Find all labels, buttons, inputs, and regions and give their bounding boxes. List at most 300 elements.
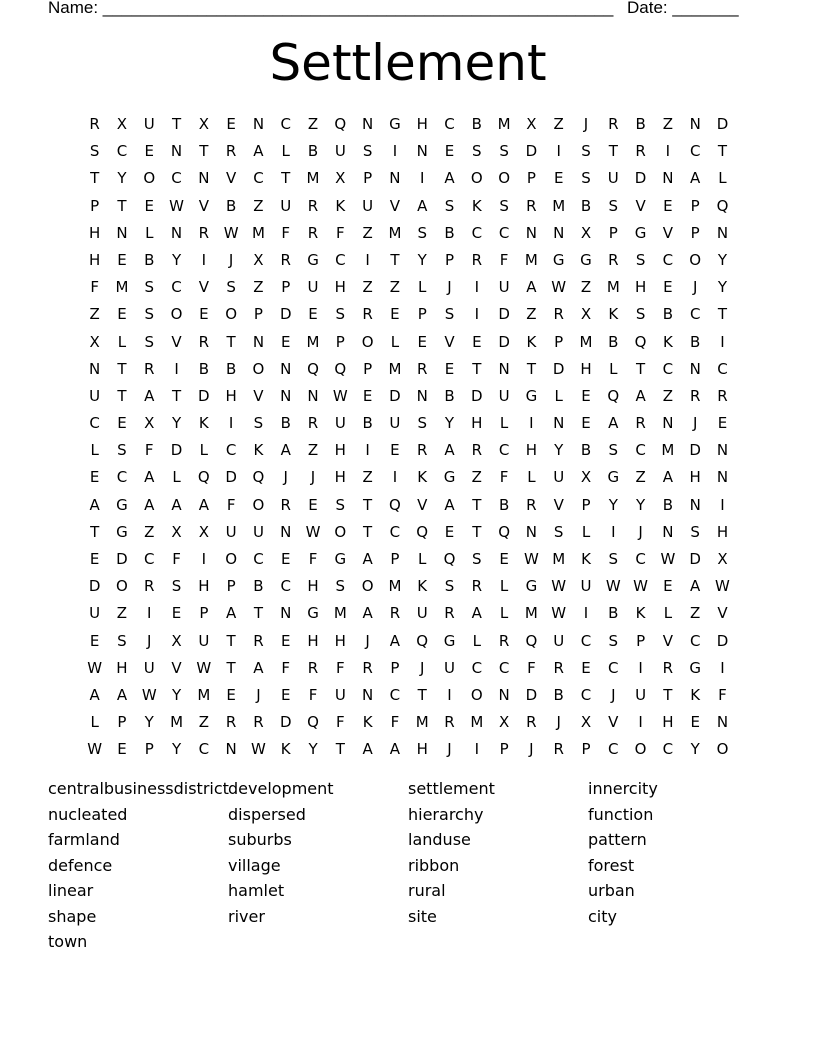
grid-letter: P <box>335 332 345 351</box>
grid-letter: D <box>525 142 538 161</box>
grid-letter: S <box>335 495 346 514</box>
grid-letter: Z <box>362 278 373 297</box>
grid-letter: A <box>444 441 455 460</box>
grid-letter: S <box>144 278 154 297</box>
grid-letter: F <box>336 223 345 242</box>
word-list-item: pattern <box>588 830 647 849</box>
grid-letter: F <box>226 495 236 514</box>
grid-letter: N <box>416 386 428 405</box>
grid-letter: M <box>388 223 402 242</box>
grid-letter: X <box>580 305 592 324</box>
grid-letter: S <box>417 223 427 242</box>
grid-letter: R <box>471 577 483 596</box>
grid-letter: E <box>280 685 291 704</box>
grid-letter: R <box>198 223 210 242</box>
grid-letter: Q <box>389 495 401 514</box>
grid-letter: N <box>116 223 128 242</box>
grid-letter: G <box>689 658 701 677</box>
grid-letter: E <box>499 550 509 568</box>
grid-letter: O <box>252 359 265 378</box>
grid-letter: E <box>199 305 209 324</box>
grid-letter: J <box>638 522 643 541</box>
grid-letter: X <box>198 115 209 133</box>
grid-letter: H <box>634 278 647 297</box>
name-field-label: Name: ______________________________________________________ <box>48 0 614 17</box>
grid-letter: S <box>499 196 509 215</box>
grid-letter: A <box>362 604 373 623</box>
grid-letter: E <box>171 604 182 623</box>
grid-letter: N <box>553 414 565 433</box>
grid-letter: Y <box>171 250 182 269</box>
grid-letter: O <box>634 740 647 759</box>
grid-letter: R <box>416 441 428 460</box>
grid-letter: S <box>608 196 619 215</box>
grid-letter: I <box>365 441 370 460</box>
grid-letter: O <box>225 550 238 568</box>
grid-letter: C <box>389 522 401 541</box>
word-list-item: linear <box>48 881 94 900</box>
grid-letter: G <box>307 250 319 269</box>
grid-letter: N <box>416 142 428 161</box>
grid-letter: X <box>198 522 209 541</box>
grid-letter: O <box>252 495 265 514</box>
grid-letter: B <box>444 223 455 242</box>
grid-letter: B <box>608 332 619 351</box>
grid-letter: T <box>117 386 127 405</box>
grid-letter: I <box>611 522 616 541</box>
grid-letter: I <box>720 658 725 677</box>
grid-letter: P <box>690 196 700 215</box>
grid-letter: C <box>225 441 237 460</box>
grid-letter: N <box>252 115 265 133</box>
grid-letter: W <box>660 550 676 568</box>
grid-letter: W <box>551 577 567 596</box>
grid-letter: T <box>717 142 728 161</box>
grid-letter: B <box>662 305 674 324</box>
grid-letter: U <box>307 278 319 297</box>
grid-letter: R <box>307 658 319 677</box>
grid-letter: K <box>280 740 291 759</box>
grid-letter: J <box>692 278 698 297</box>
grid-letter: E <box>144 196 154 215</box>
grid-letter: D <box>88 577 101 596</box>
grid-letter: Q <box>716 196 729 215</box>
grid-letter: C <box>662 359 674 378</box>
grid-letter: I <box>447 685 452 704</box>
grid-letter: T <box>199 142 209 161</box>
grid-letter: E <box>226 685 236 704</box>
grid-letter: B <box>225 359 237 378</box>
grid-letter: U <box>334 142 346 161</box>
grid-letter: U <box>89 604 101 623</box>
grid-letter: S <box>444 196 455 215</box>
word-list-item: function <box>588 804 654 824</box>
grid-letter: L <box>554 386 563 405</box>
grid-letter: F <box>144 441 154 460</box>
grid-letter: T <box>117 196 127 215</box>
grid-letter: H <box>416 115 428 133</box>
grid-letter: R <box>144 577 155 596</box>
grid-letter: N <box>716 468 729 487</box>
grid-letter: I <box>720 332 725 351</box>
grid-letter: A <box>144 468 155 487</box>
grid-letter: M <box>524 250 538 269</box>
grid-letter: A <box>417 196 428 215</box>
grid-letter: S <box>444 305 455 324</box>
grid-letter: R <box>225 142 237 161</box>
grid-letter: T <box>417 685 427 704</box>
grid-letter: D <box>689 441 701 460</box>
grid-letter: C <box>171 278 182 297</box>
grid-letter: R <box>608 250 619 269</box>
grid-letter: S <box>690 522 700 541</box>
grid-letter: Z <box>307 441 319 460</box>
grid-letter: A <box>635 386 646 405</box>
grid-letter: Z <box>471 468 482 487</box>
grid-letter: G <box>389 115 401 133</box>
word-list-item: suburbs <box>228 830 292 849</box>
grid-letter: P <box>226 577 236 596</box>
grid-letter: U <box>553 468 565 487</box>
grid-letter: N <box>362 115 374 133</box>
grid-letter: N <box>689 115 701 133</box>
grid-letter: F <box>308 685 318 704</box>
grid-letter: R <box>225 713 237 732</box>
grid-letter: M <box>306 332 320 351</box>
grid-letter: E <box>308 305 318 324</box>
grid-letter: I <box>201 550 207 568</box>
grid-letter: L <box>90 713 99 732</box>
grid-letter: M <box>197 685 211 704</box>
grid-letter: A <box>171 495 182 514</box>
grid-letter: S <box>608 550 619 568</box>
grid-letter: E <box>117 250 127 269</box>
grid-letter: D <box>116 550 128 568</box>
grid-letter: C <box>89 414 100 433</box>
date-field-label: Date: _______ <box>627 0 739 17</box>
word-list <box>48 778 768 957</box>
letter-grid <box>81 113 736 766</box>
grid-letter: Z <box>198 713 209 732</box>
grid-letter: M <box>388 359 402 378</box>
grid-letter: L <box>609 359 618 378</box>
grid-letter: J <box>147 631 152 650</box>
grid-letter: V <box>171 332 182 351</box>
grid-letter: W <box>605 577 621 596</box>
grid-letter: J <box>419 658 425 677</box>
grid-letter: D <box>634 169 647 188</box>
grid-letter: E <box>117 414 127 433</box>
word-list-item: rural <box>408 881 446 900</box>
grid-letter: R <box>662 658 674 677</box>
grid-letter: W <box>551 278 567 297</box>
grid-letter: O <box>225 305 238 324</box>
word-list-item: city <box>588 906 617 926</box>
grid-letter: N <box>716 713 729 732</box>
grid-letter: A <box>662 468 674 487</box>
grid-letter: U <box>334 685 346 704</box>
grid-letter: U <box>553 631 565 650</box>
grid-letter: S <box>635 305 646 324</box>
grid-letter: S <box>253 414 264 433</box>
grid-letter: D <box>498 332 510 351</box>
grid-letter: U <box>498 278 510 297</box>
grid-letter: D <box>552 359 565 378</box>
grid-letter: C <box>608 740 619 759</box>
grid-letter: W <box>87 740 103 759</box>
grid-letter: Q <box>334 359 347 378</box>
grid-letter: B <box>662 495 674 514</box>
word-list-item: forest <box>588 855 635 875</box>
grid-letter: G <box>580 250 592 269</box>
grid-letter: B <box>362 414 373 433</box>
grid-letter: S <box>417 414 427 433</box>
grid-letter: A <box>389 631 401 650</box>
grid-letter: O <box>470 685 483 704</box>
grid-letter: E <box>280 631 291 650</box>
grid-letter: R <box>608 115 619 133</box>
grid-letter: A <box>89 495 100 514</box>
grid-letter: S <box>472 550 482 568</box>
word-list-item: urban <box>588 881 635 900</box>
grid-letter: N <box>198 169 210 188</box>
grid-letter: P <box>526 169 536 188</box>
grid-letter: R <box>635 142 646 161</box>
grid-letter: S <box>499 142 509 161</box>
grid-letter: J <box>283 468 288 487</box>
grid-letter: J <box>447 740 452 759</box>
grid-letter: X <box>171 631 182 650</box>
grid-letter: F <box>499 250 509 269</box>
grid-letter: X <box>580 223 592 242</box>
grid-letter: C <box>635 441 646 460</box>
grid-letter: P <box>581 740 591 759</box>
page-title: Settlement <box>269 34 547 92</box>
grid-letter: J <box>529 740 534 759</box>
grid-letter: Y <box>417 250 427 269</box>
grid-letter: I <box>474 740 480 759</box>
grid-letter: Y <box>608 495 618 514</box>
grid-letter: H <box>471 414 483 433</box>
grid-letter: Z <box>690 604 701 623</box>
grid-letter: Q <box>443 550 456 568</box>
word-list-item: site <box>408 906 437 926</box>
grid-letter: B <box>498 495 510 514</box>
grid-letter: H <box>334 278 346 297</box>
word-list-item: nucleated <box>48 804 128 824</box>
grid-letter: P <box>444 250 455 269</box>
grid-letter: R <box>526 196 537 215</box>
grid-letter: D <box>716 115 729 133</box>
grid-letter: V <box>444 332 455 351</box>
grid-letter: F <box>281 658 291 677</box>
grid-letter: U <box>389 414 401 433</box>
grid-letter: M <box>251 223 265 242</box>
grid-letter: A <box>389 740 401 759</box>
grid-letter: M <box>552 196 566 215</box>
grid-letter: F <box>527 658 536 677</box>
grid-letter: K <box>417 577 428 596</box>
grid-letter: L <box>527 468 536 487</box>
grid-letter: D <box>389 386 401 405</box>
grid-letter: O <box>498 169 510 188</box>
grid-letter: L <box>281 142 290 161</box>
grid-letter: N <box>689 359 701 378</box>
grid-letter: W <box>223 223 239 242</box>
grid-letter: B <box>280 414 291 433</box>
grid-letter: G <box>525 577 538 596</box>
grid-letter: H <box>198 577 210 596</box>
grid-letter: I <box>228 414 234 433</box>
grid-letter: R <box>389 604 401 623</box>
grid-letter: R <box>498 631 510 650</box>
grid-letter: O <box>116 577 128 596</box>
grid-letter: S <box>444 577 455 596</box>
grid-letter: E <box>308 495 318 514</box>
grid-letter: T <box>171 115 182 133</box>
grid-letter: V <box>608 713 619 732</box>
grid-letter: I <box>174 359 179 378</box>
grid-letter: G <box>525 386 538 405</box>
grid-letter: Y <box>717 250 728 269</box>
grid-letter: L <box>499 604 509 623</box>
grid-letter: J <box>583 115 589 133</box>
grid-letter: C <box>444 115 455 133</box>
grid-letter: M <box>470 713 484 732</box>
grid-letter: C <box>389 685 401 704</box>
grid-letter: T <box>281 169 291 188</box>
grid-letter: M <box>661 441 675 460</box>
grid-letter: R <box>471 250 483 269</box>
grid-letter: N <box>689 495 701 514</box>
grid-letter: M <box>333 604 347 623</box>
grid-letter: S <box>117 631 127 650</box>
grid-letter: M <box>306 169 320 188</box>
header-line <box>48 0 748 20</box>
grid-letter: F <box>90 278 99 297</box>
grid-letter: E <box>117 740 127 759</box>
grid-letter: V <box>389 196 401 215</box>
grid-letter: W <box>251 740 266 759</box>
grid-letter: S <box>144 332 154 351</box>
grid-letter: H <box>689 468 701 487</box>
grid-letter: H <box>580 359 592 378</box>
grid-letter: V <box>717 604 728 623</box>
grid-letter: E <box>444 142 455 161</box>
grid-letter: I <box>201 250 207 269</box>
grid-letter: Z <box>89 305 100 324</box>
grid-letter: Y <box>171 740 182 759</box>
grid-letter: G <box>443 468 456 487</box>
grid-letter: B <box>307 142 319 161</box>
grid-letter: D <box>225 468 237 487</box>
grid-letter: F <box>281 223 291 242</box>
grid-letter: X <box>580 468 592 487</box>
grid-letter: C <box>198 740 210 759</box>
grid-letter: Z <box>253 196 264 215</box>
grid-letter: I <box>638 658 643 677</box>
grid-letter: Z <box>389 278 401 297</box>
grid-letter: D <box>525 685 538 704</box>
grid-letter: X <box>580 713 592 732</box>
grid-letter: F <box>390 713 400 732</box>
grid-letter: H <box>716 522 729 541</box>
grid-letter: V <box>635 196 646 215</box>
grid-letter: N <box>280 522 292 541</box>
grid-letter: Q <box>197 468 210 487</box>
grid-letter: E <box>226 115 236 133</box>
grid-letter: R <box>553 658 564 677</box>
grid-letter: W <box>87 658 103 677</box>
grid-letter: X <box>116 115 128 133</box>
grid-letter: T <box>636 359 646 378</box>
grid-letter: E <box>280 332 291 351</box>
grid-letter: Q <box>634 332 647 351</box>
grid-letter: I <box>529 414 534 433</box>
grid-letter: V <box>171 658 182 677</box>
grid-letter: C <box>662 740 674 759</box>
grid-letter: R <box>553 305 564 324</box>
grid-letter: I <box>419 169 425 188</box>
grid-letter: C <box>253 550 264 568</box>
grid-letter: A <box>608 414 619 433</box>
grid-letter: U <box>580 577 592 596</box>
grid-letter: A <box>362 550 373 568</box>
grid-letter: X <box>335 169 346 188</box>
grid-letter: A <box>116 685 128 704</box>
grid-letter: G <box>307 604 319 623</box>
grid-letter: P <box>363 359 373 378</box>
grid-letter: J <box>556 713 561 732</box>
grid-letter: K <box>417 468 428 487</box>
grid-letter: N <box>170 142 183 161</box>
grid-letter: P <box>90 196 100 215</box>
grid-letter: S <box>635 250 646 269</box>
grid-letter: A <box>144 495 155 514</box>
grid-letter: T <box>90 169 100 188</box>
grid-letter: T <box>390 250 400 269</box>
grid-letter: G <box>116 495 128 514</box>
grid-letter: P <box>581 495 591 514</box>
grid-letter: N <box>553 223 565 242</box>
grid-letter: I <box>665 142 671 161</box>
grid-letter: S <box>144 305 154 324</box>
grid-letter: W <box>305 522 321 541</box>
grid-letter: V <box>198 196 209 215</box>
grid-letter: H <box>307 631 319 650</box>
grid-letter: N <box>280 359 292 378</box>
grid-letter: J <box>228 250 234 269</box>
grid-letter: E <box>390 441 400 460</box>
grid-letter: T <box>663 685 673 704</box>
grid-letter: B <box>253 577 264 596</box>
grid-letter: C <box>498 658 510 677</box>
grid-letter: H <box>416 740 428 759</box>
grid-letter: V <box>253 386 264 405</box>
word-list-item: hierarchy <box>408 804 484 824</box>
grid-letter: U <box>444 658 455 677</box>
word-list-item: innercity <box>588 779 658 798</box>
grid-letter: C <box>144 550 155 568</box>
grid-letter: S <box>362 142 373 161</box>
grid-letter: U <box>225 522 237 541</box>
grid-letter: P <box>363 169 373 188</box>
grid-letter: M <box>606 278 620 297</box>
grid-letter: Z <box>307 115 319 133</box>
grid-letter: T <box>717 305 728 324</box>
grid-letter: Q <box>252 468 265 487</box>
grid-letter: C <box>635 550 646 568</box>
